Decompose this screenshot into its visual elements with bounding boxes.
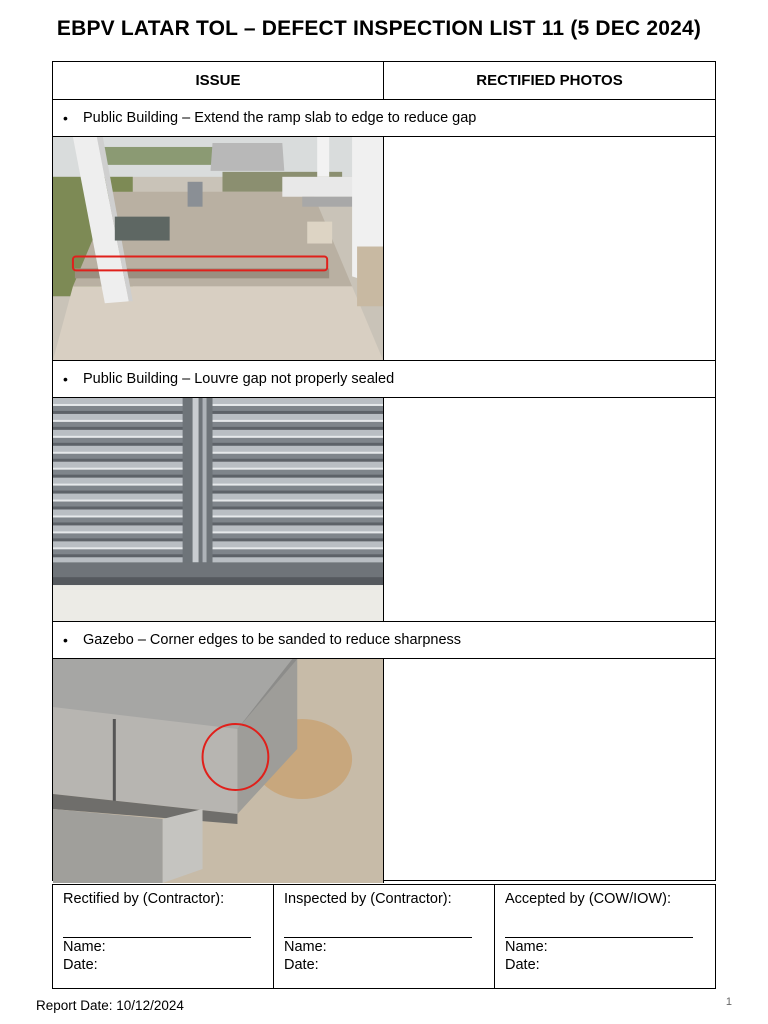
header-issue: ISSUE bbox=[53, 62, 384, 99]
bullet: • bbox=[63, 371, 68, 387]
signoff-role: Rectified by (Contractor): bbox=[63, 891, 225, 907]
signoff-accepted bbox=[494, 885, 715, 988]
photo-row-1 bbox=[53, 137, 715, 361]
signoff-role: Accepted by (COW/IOW): bbox=[505, 891, 671, 907]
issue-text-2: Public Building – Louvre gap not properly sealed bbox=[83, 371, 395, 387]
document-title: EBPV LATAR TOL – DEFECT INSPECTION LIST 11 (5 DEC 2024) bbox=[56, 17, 702, 40]
date-label: Date: bbox=[63, 957, 98, 973]
issue-text-3: Gazebo – Corner edges to be sanded to reduce sharpness bbox=[83, 632, 462, 648]
photo-row-3 bbox=[53, 659, 715, 883]
name-label: Name: bbox=[505, 939, 548, 955]
date-label: Date: bbox=[284, 957, 319, 973]
issue-row-1 bbox=[53, 100, 715, 137]
issue-photo-louvre bbox=[53, 398, 384, 621]
name-label: Name: bbox=[63, 939, 106, 955]
signoff-table bbox=[52, 884, 716, 989]
name-label: Name: bbox=[284, 939, 327, 955]
issue-row-3 bbox=[53, 622, 715, 659]
page-number: 1 bbox=[725, 996, 732, 1008]
issue-text-1: Public Building – Extend the ramp slab to edge to reduce gap bbox=[83, 110, 477, 126]
bullet: • bbox=[63, 110, 68, 126]
issue-photo-gazebo-corner bbox=[53, 659, 384, 883]
report-date: Report Date: 10/12/2024 bbox=[36, 998, 184, 1013]
photo-row-2 bbox=[53, 398, 715, 622]
signoff-role: Inspected by (Contractor): bbox=[284, 891, 452, 907]
bullet: • bbox=[63, 632, 68, 648]
header-rectified-photos: RECTIFIED PHOTOS bbox=[476, 72, 623, 89]
issue-photo-ramp-slab bbox=[53, 137, 384, 360]
signoff-rectified bbox=[53, 885, 273, 988]
date-label: Date: bbox=[505, 957, 540, 973]
signoff-inspected bbox=[273, 885, 494, 988]
table-header-row bbox=[53, 62, 715, 100]
issue-row-2 bbox=[53, 361, 715, 398]
inspection-table bbox=[52, 61, 716, 881]
